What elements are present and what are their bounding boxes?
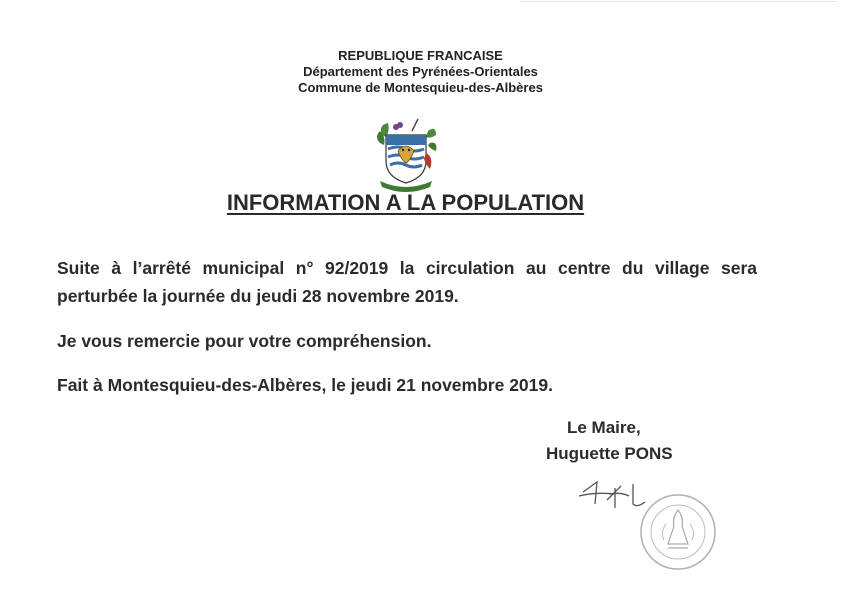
notice-title: INFORMATION A LA POPULATION bbox=[226, 190, 585, 215]
notice-paragraph-traffic: Suite à l’arrêté municipal n° 92/2019 la circulation au centre du village sera perturbée la journée du jeudi 28 novembre 2019. bbox=[57, 258, 757, 306]
republic-heading: REPUBLIQUE FRANCAISE bbox=[338, 48, 503, 63]
notice-paragraph-thanks: Je vous remercie pour votre compréhension. bbox=[57, 331, 432, 351]
signature-block bbox=[546, 415, 673, 467]
commune-coat-of-arms-icon bbox=[372, 117, 440, 195]
letterhead bbox=[0, 48, 841, 96]
signatory-title: Le Maire, bbox=[567, 418, 641, 437]
notice-paragraph-date-place: Fait à Montesquieu-des-Albères, le jeudi 21 novembre 2019. bbox=[57, 375, 553, 395]
official-stamp-seal-icon bbox=[638, 492, 718, 572]
signatory-name: Huguette PONS bbox=[546, 444, 673, 463]
commune-heading: Commune de Montesquieu-des-Albères bbox=[298, 80, 543, 95]
top-border-line bbox=[520, 1, 836, 2]
department-heading: Département des Pyrénées-Orientales bbox=[303, 64, 538, 79]
